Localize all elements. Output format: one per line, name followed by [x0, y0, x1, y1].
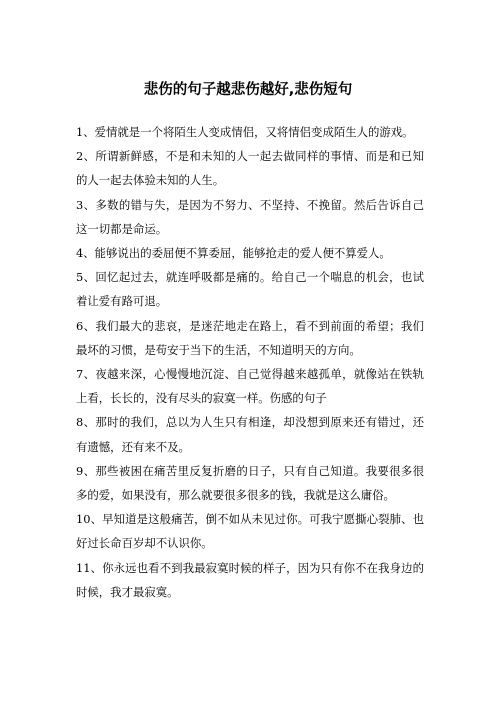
list-item: 3、多数的错与失，是因为不努力、不坚持、不挽留。然后告诉自己这一切都是命运。	[76, 197, 424, 236]
list-item: 10、早知道是这般痛苦，倒不如从未见过你。可我宁愿撕心裂肺、也好过长命百岁却不认识你。	[76, 512, 424, 551]
list-item: 7、夜越来深，心慢慢地沉淀、自己觉得越来越孤单，就像站在铁轨上看，长长的，没有尽头的寂寞一样。伤感的句子	[76, 367, 424, 406]
list-item: 9、那些被困在痛苦里反复折磨的日子，只有自己知道。我要很多很多的爱，如果没有，那么就要很多很多的钱，我就是这么庸俗。	[76, 463, 424, 503]
list-item: 4、能够说出的委屈便不算委屈，能够抢走的爱人便不算爱人。	[76, 246, 391, 261]
list-item: 2、所谓新鲜感，不是和未知的人一起去做同样的事情、而是和已知的人一起去体验未知的人生。	[76, 149, 424, 188]
list-item: 6、我们最大的悲哀，是迷茫地走在路上，看不到前面的希望；我们最坏的习惯，是苟安于当下的生活，不知道明天的方向。	[76, 318, 424, 357]
list-item: 11、你永远也看不到我最寂寞时候的样子，因为只有你不在我身边的时候，我才最寂寞。	[76, 560, 424, 599]
list-item: 1、爱情就是一个将陌生人变成情侣，又将情侣变成陌生人的游戏。	[76, 125, 414, 139]
list-item: 5、回忆起过去，就连呼吸都是痛的。给自己一个喘息的机会，也试着让爱有路可退。	[76, 270, 424, 309]
page-title: 悲伤的句子越悲伤越好,悲伤短句	[143, 82, 353, 98]
list-item: 8、那时的我们，总以为人生只有相逢，却没想到原来还有错过，还有遗憾，还有来不及。	[76, 415, 424, 454]
sentence-list	[76, 120, 424, 604]
